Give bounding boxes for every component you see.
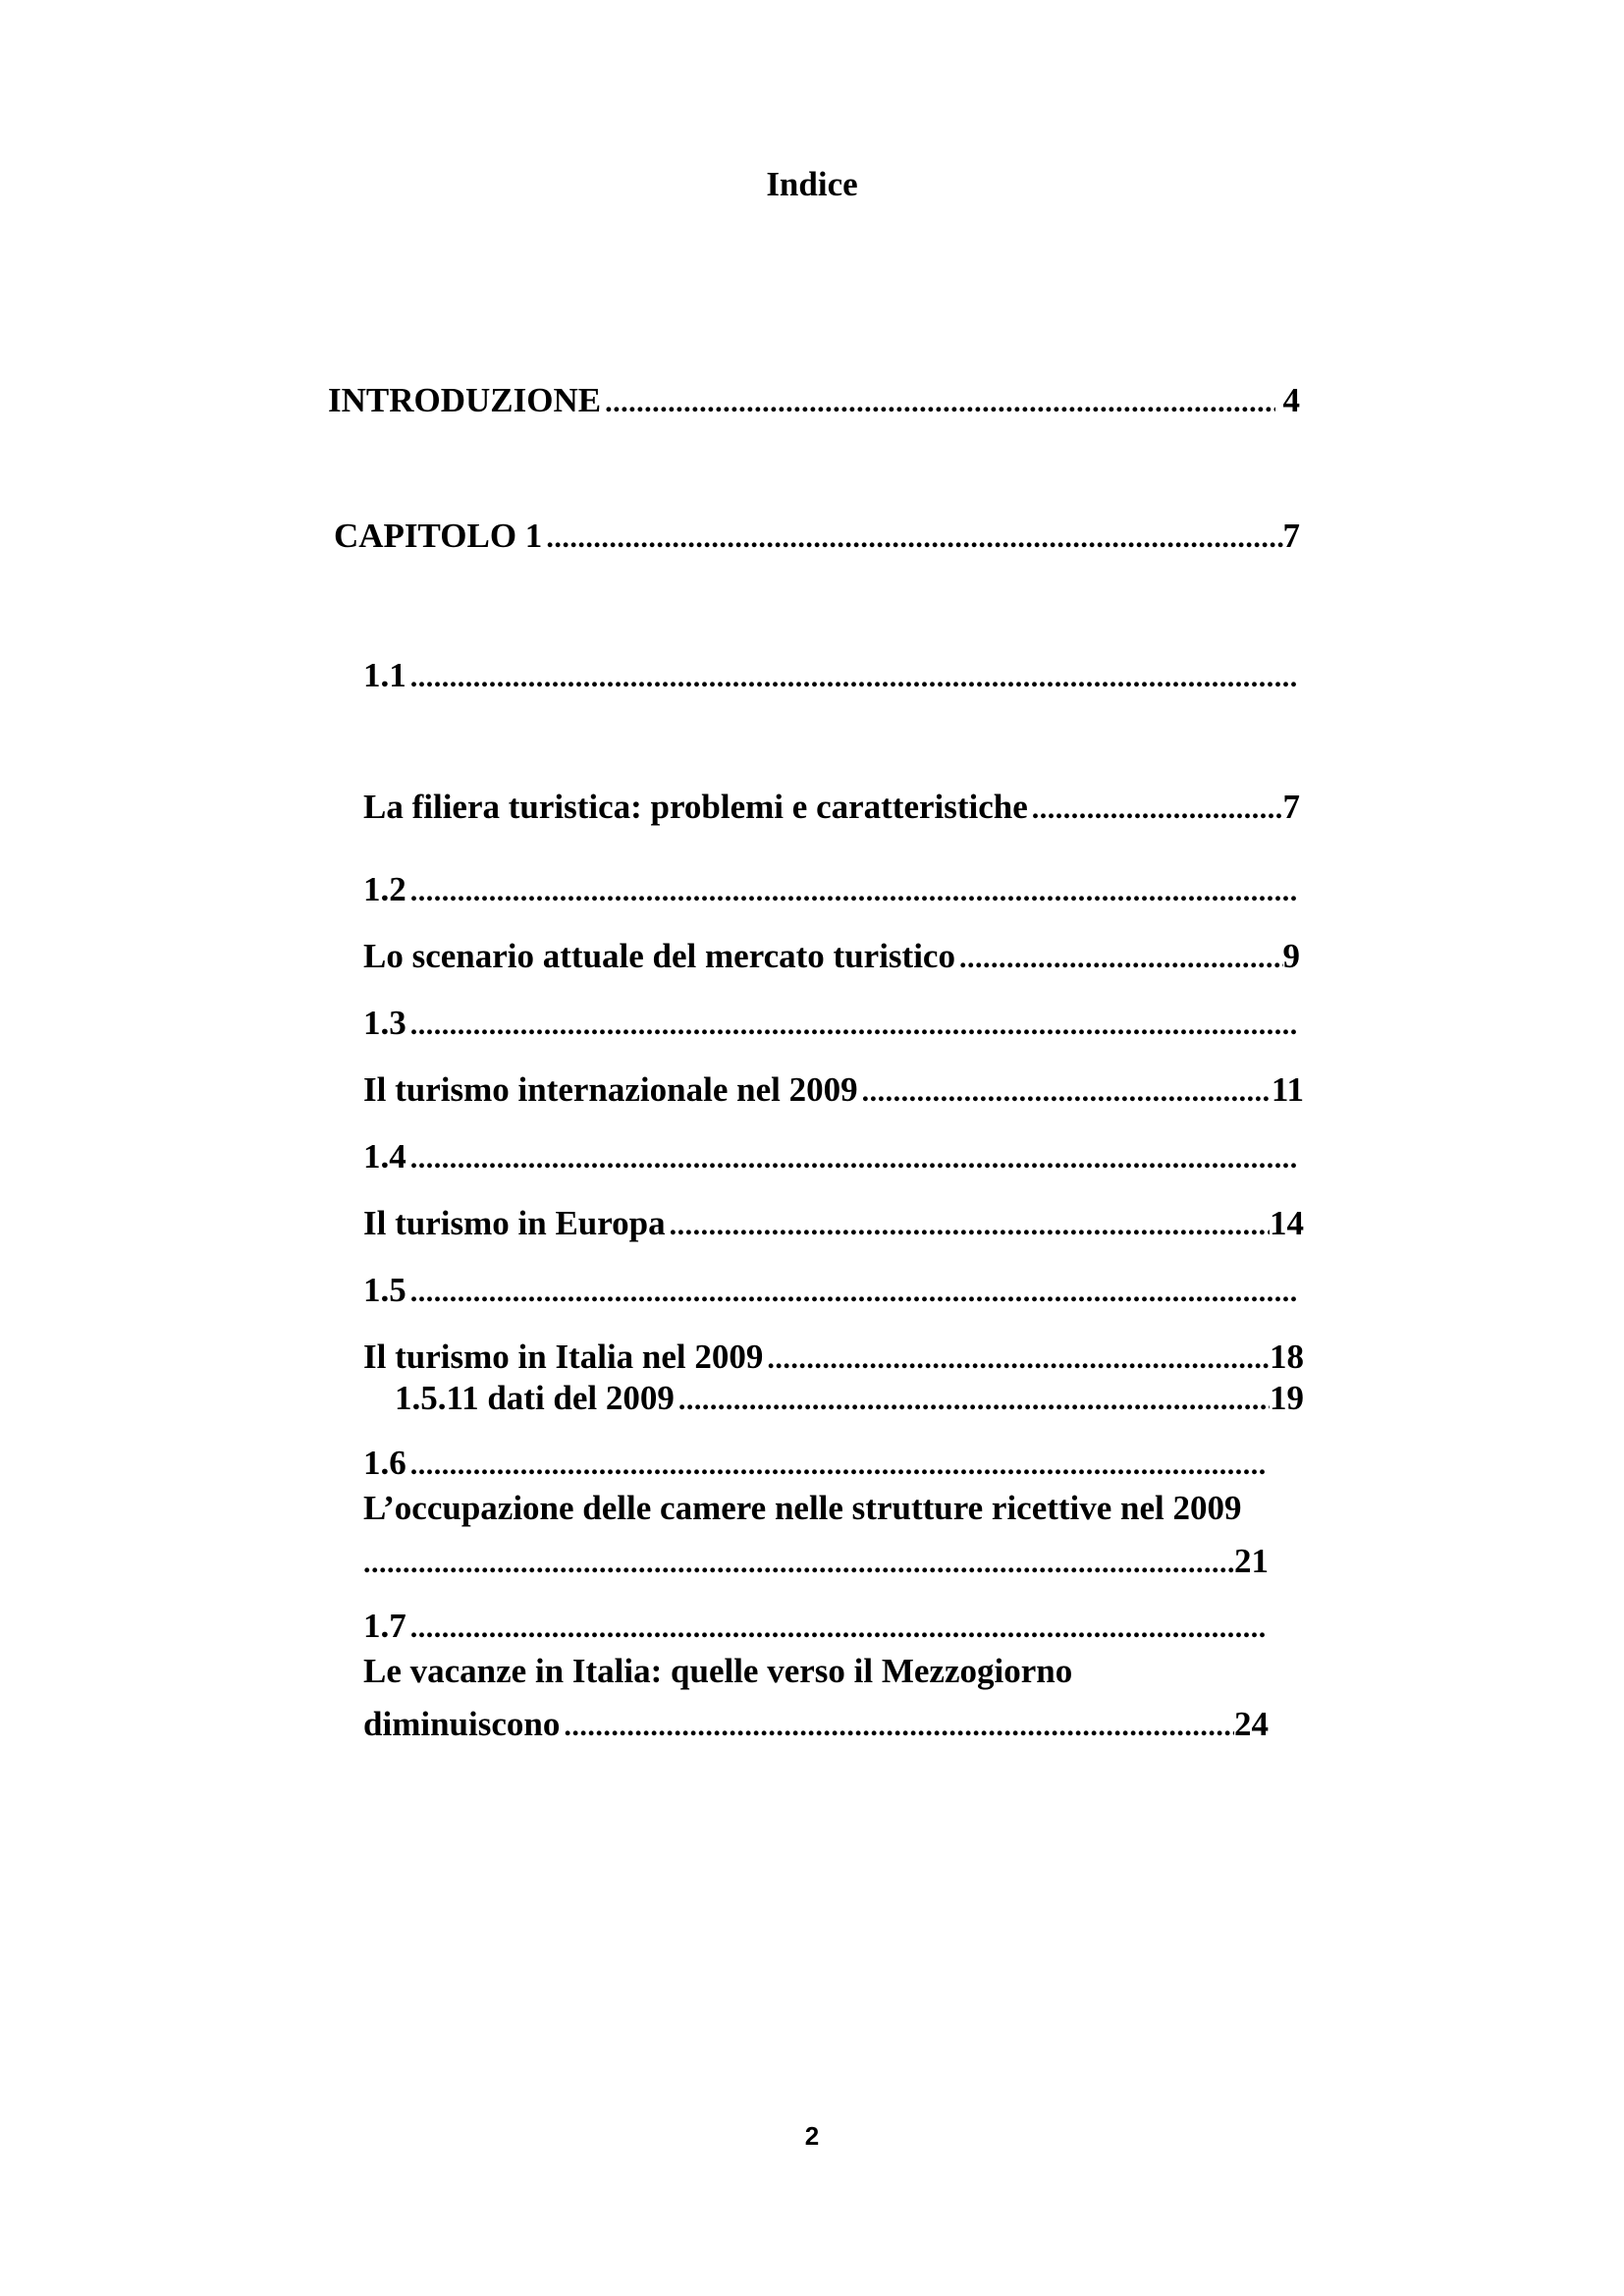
toc-leader-dots — [410, 1271, 1296, 1314]
toc-entry-1-4-title[interactable] — [363, 1202, 1304, 1245]
toc-page-number: 14 — [1270, 1204, 1304, 1242]
toc-entry-1-6-title[interactable]: L’occupazione delle camere nelle strutture ricettive nel 2009 — [363, 1489, 1242, 1527]
toc-leader-dots — [678, 1379, 1270, 1422]
toc-page-number: 21 — [1234, 1542, 1269, 1580]
page-number: 2 — [804, 2121, 820, 2151]
toc-label: CAPITOLO 1 — [334, 517, 543, 555]
toc-leader-dots — [410, 656, 1296, 699]
toc-entry-1-5-title[interactable] — [363, 1336, 1304, 1379]
toc-section-number: 1.4 — [363, 1137, 406, 1175]
toc-section-number: 1.5 — [363, 1271, 406, 1309]
toc-leader-dots — [546, 517, 1282, 560]
toc-page-number: 24 — [1234, 1705, 1269, 1743]
toc-entry-1-3-number[interactable] — [363, 1002, 1296, 1045]
toc-entry-1-1-title[interactable] — [363, 786, 1300, 829]
toc-section-title: diminuiscono — [363, 1705, 561, 1743]
toc-page-number: 18 — [1270, 1338, 1304, 1376]
toc-entry-1-7-title-line1[interactable]: Le vacanze in Italia: quelle verso il Mezzogiorno — [363, 1652, 1073, 1690]
toc-page-number: 7 — [1282, 788, 1300, 826]
toc-leader-dots — [670, 1204, 1270, 1247]
toc-leader-dots — [410, 870, 1296, 913]
toc-leader-dots — [410, 1444, 1265, 1487]
toc-entry-introduzione[interactable] — [328, 379, 1300, 422]
toc-section-title: Lo scenario attuale del mercato turistico — [363, 937, 955, 975]
toc-leader-dots — [605, 381, 1274, 424]
toc-entry-1-5-number[interactable] — [363, 1269, 1296, 1312]
toc-section-number: 1.2 — [363, 870, 406, 908]
toc-subsection-label: 1.5.11 dati del 2009 — [395, 1379, 675, 1417]
toc-section-title: Il turismo internazionale nel 2009 — [363, 1070, 858, 1109]
toc-title: Indice — [766, 165, 858, 203]
toc-page-number: 4 — [1282, 381, 1300, 419]
toc-entry-1-5-1[interactable] — [395, 1377, 1304, 1420]
toc-leader-dots — [1032, 788, 1283, 831]
toc-page-number: 19 — [1270, 1379, 1304, 1417]
toc-section-title: La filiera turistica: problemi e caratteristiche — [363, 788, 1028, 826]
toc-section-number: 1.3 — [363, 1004, 406, 1042]
toc-leader-dots — [564, 1705, 1234, 1748]
toc-entry-1-2-number[interactable] — [363, 868, 1296, 911]
toc-entry-1-3-title[interactable] — [363, 1068, 1304, 1112]
toc-entry-1-7-number[interactable] — [363, 1605, 1265, 1648]
toc-label: INTRODUZIONE — [328, 381, 602, 419]
toc-page-number: 7 — [1282, 517, 1300, 555]
toc-entry-1-6-leader[interactable] — [363, 1540, 1269, 1583]
toc-leader-dots — [959, 937, 1283, 980]
toc-leader-dots — [410, 1004, 1296, 1047]
toc-page-number: 11 — [1271, 1070, 1304, 1109]
toc-leader-dots — [363, 1542, 1234, 1585]
toc-leader-dots — [410, 1607, 1265, 1650]
toc-leader-dots — [410, 1137, 1296, 1180]
toc-entry-1-6-number[interactable] — [363, 1442, 1265, 1485]
toc-section-number: 1.7 — [363, 1607, 406, 1645]
toc-entry-1-1-number[interactable] — [363, 654, 1296, 697]
toc-section-title: Il turismo in Europa — [363, 1204, 666, 1242]
toc-section-title: Il turismo in Italia nel 2009 — [363, 1338, 764, 1376]
toc-section-number: 1.6 — [363, 1444, 406, 1482]
toc-leader-dots — [862, 1070, 1272, 1114]
toc-entry-1-7-title-line2[interactable] — [363, 1703, 1269, 1746]
toc-entry-capitolo-1[interactable] — [334, 515, 1300, 558]
toc-page-number: 9 — [1282, 937, 1300, 975]
toc-entry-1-4-number[interactable] — [363, 1135, 1296, 1178]
toc-section-number: 1.1 — [363, 656, 406, 694]
toc-entry-1-2-title[interactable] — [363, 935, 1300, 978]
toc-leader-dots — [767, 1338, 1270, 1381]
